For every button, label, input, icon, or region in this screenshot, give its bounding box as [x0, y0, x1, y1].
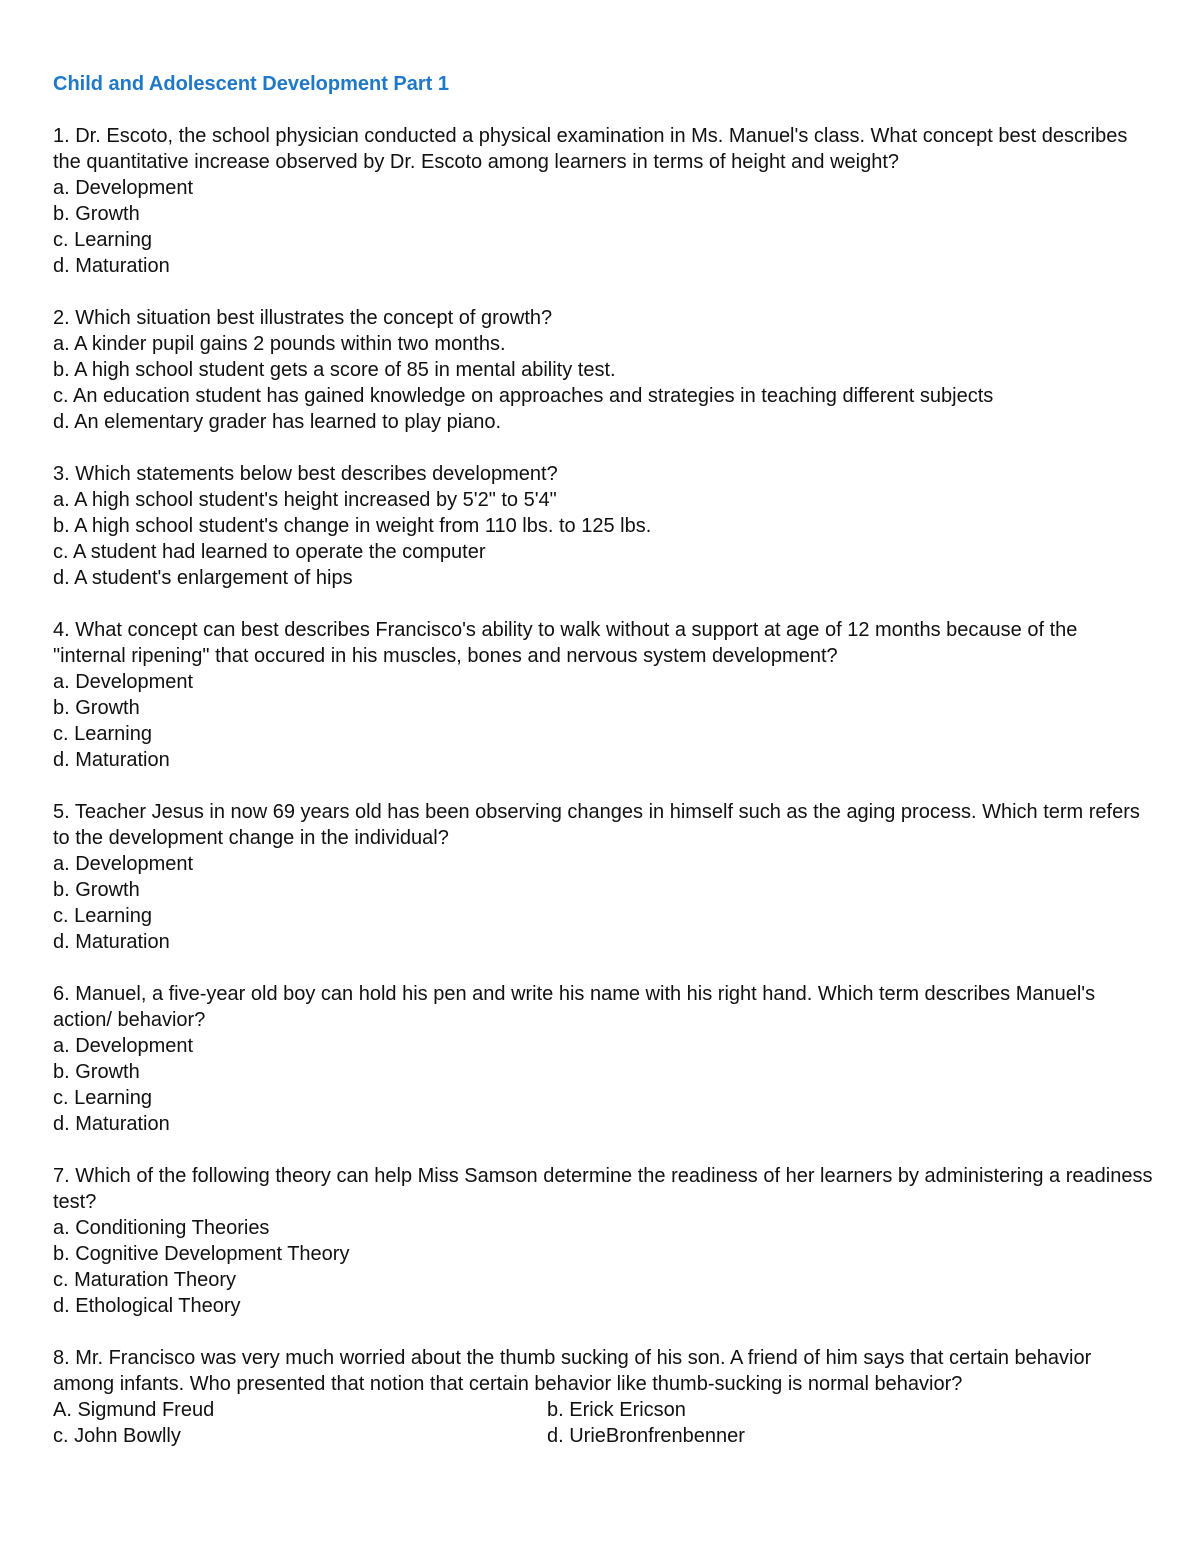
option-b: b. Growth [53, 1061, 140, 1083]
option-a: a. Development [53, 671, 194, 693]
option-b: b. A high school student's change in weight from 110 lbs. to 125 lbs. [53, 515, 652, 537]
option-d: d. An elementary grader has learned to play piano. [53, 411, 502, 433]
question-text: 4. What concept can best describes Francisco's ability to walk without a support at age of 12 months because of the "internal ripening" that occured in his muscles, bones and nervous system development? [53, 619, 1078, 667]
question-text: 6. Manuel, a five-year old boy can hold his pen and write his name with his right hand. Which term describes Manuel's action/ behavior? [53, 983, 1096, 1031]
option-a: a. A kinder pupil gains 2 pounds within two months. [53, 333, 506, 355]
option-a: A. Sigmund Freud [53, 1399, 215, 1421]
option-b: b. Growth [53, 203, 140, 225]
option-c: c. Learning [53, 229, 152, 251]
option-b: b. Cognitive Development Theory [53, 1243, 350, 1265]
option-c: c. An education student has gained knowledge on approaches and strategies in teaching different subjects [53, 385, 994, 407]
question-4 [53, 617, 1153, 773]
option-a: a. Development [53, 853, 194, 875]
option-c: c. Learning [53, 905, 152, 927]
option-a: a. Conditioning Theories [53, 1217, 270, 1239]
option-d: d. Maturation [53, 1113, 170, 1135]
option-a: a. A high school student's height increased by 5'2" to 5'4" [53, 489, 557, 511]
question-text: 8. Mr. Francisco was very much worried about the thumb sucking of his son. A friend of him says that certain behavior among infants. Who presented that notion that certain behavior like thumb-sucking is normal behavior? [53, 1347, 1092, 1395]
option-c: c. Maturation Theory [53, 1269, 237, 1291]
option-b: b. A high school student gets a score of 85 in mental ability test. [53, 359, 616, 381]
question-1 [53, 123, 1153, 279]
option-b: b. Erick Ericson [547, 1399, 686, 1421]
option-b: b. Growth [53, 879, 140, 901]
question-7 [53, 1163, 1153, 1319]
question-text: 5. Teacher Jesus in now 69 years old has been observing changes in himself such as the aging process. Which term refers to the development change in the individual? [53, 801, 1140, 849]
option-d: d. Ethological Theory [53, 1295, 241, 1317]
option-b: b. Growth [53, 697, 140, 719]
question-text: 1. Dr. Escoto, the school physician conducted a physical examination in Ms. Manuel's class. What concept best describes the quantitative increase observed by Dr. Escoto among learners in terms of height and weight? [53, 125, 1128, 173]
option-c: c. A student had learned to operate the computer [53, 541, 486, 563]
option-c: c. John Bowlly [53, 1425, 181, 1447]
document-page [53, 70, 1153, 1475]
question-text: 3. Which statements below best describes development? [53, 463, 558, 485]
options-grid [53, 1397, 1153, 1449]
option-d: d. A student's enlargement of hips [53, 567, 353, 589]
option-d: d. UrieBronfrenbenner [547, 1425, 745, 1447]
question-2 [53, 305, 1153, 435]
option-a: a. Development [53, 177, 194, 199]
option-c: c. Learning [53, 1087, 152, 1109]
document-title: Child and Adolescent Development Part 1 [53, 73, 450, 95]
question-6 [53, 981, 1153, 1137]
question-8 [53, 1345, 1153, 1449]
question-5 [53, 799, 1153, 955]
option-d: d. Maturation [53, 749, 170, 771]
option-c: c. Learning [53, 723, 152, 745]
question-3 [53, 461, 1153, 591]
option-d: d. Maturation [53, 255, 170, 277]
option-d: d. Maturation [53, 931, 170, 953]
question-text: 7. Which of the following theory can help Miss Samson determine the readiness of her learners by administering a readiness test? [53, 1165, 1153, 1213]
option-a: a. Development [53, 1035, 194, 1057]
question-text: 2. Which situation best illustrates the concept of growth? [53, 307, 553, 329]
